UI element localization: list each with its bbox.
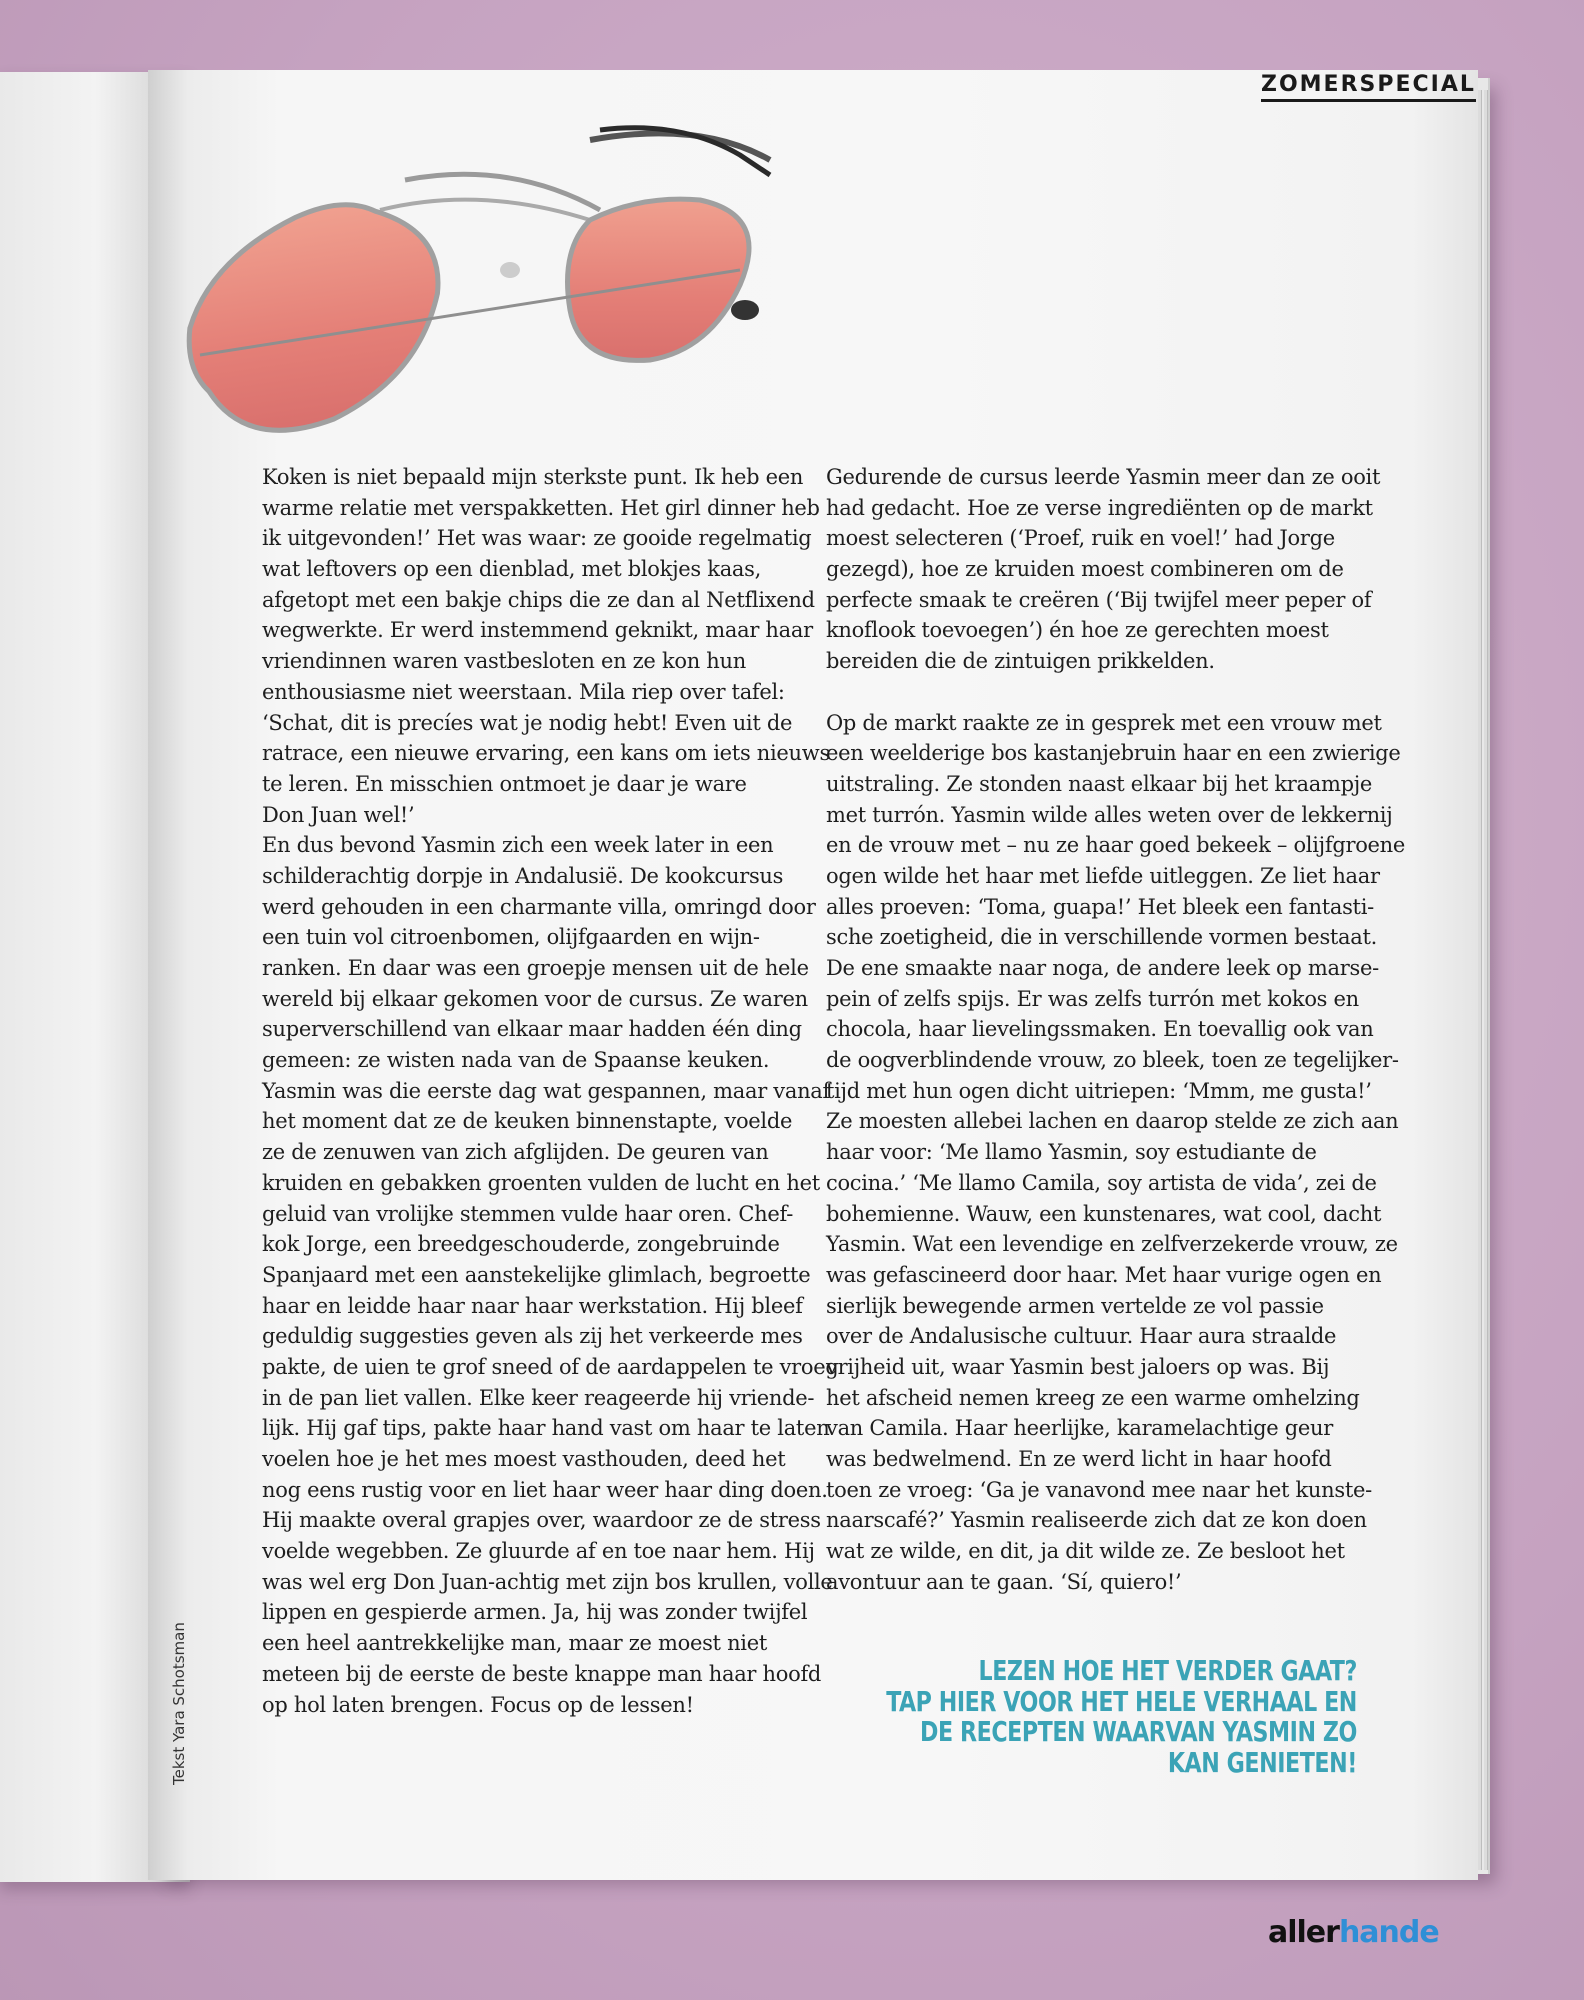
- text-line: voelde wegebben. Ze gluurde af en toe naar hem. Hij: [262, 1539, 815, 1564]
- author-credit: Tekst Yara Schotsman: [170, 1622, 188, 1785]
- text-line: ranken. En daar was een groepje mensen uit de hele: [262, 956, 809, 980]
- text-line: vriendinnen waren vastbesloten en ze kon hun: [262, 649, 746, 674]
- text-line: in de pan liet vallen. Elke keer reageerde hij vriende-: [262, 1385, 815, 1410]
- text-line: was gefascineerd door haar. Met haar vurige ogen en: [826, 1262, 1382, 1287]
- article-column-left: [262, 462, 839, 1720]
- cta-line: LEZEN HOE HET VERDER GAAT?: [978, 1654, 1357, 1687]
- text-line: De ene smaakte naar noga, de andere leek op marse-: [826, 956, 1379, 980]
- cta-line: KAN GENIETEN!: [1167, 1746, 1357, 1780]
- text-line: lippen en gespierde armen. Ja, hij was zonder twijfel: [262, 1600, 808, 1625]
- text-line: naarscafé?’ Yasmin realiseerde zich dat ze kon doen: [826, 1508, 1367, 1533]
- text-line: Hij maakte overal grapjes over, waardoor ze de stress: [262, 1508, 821, 1533]
- text-line: alles proeven: ‘Toma, guapa!’ Het bleek een fantasti-: [826, 894, 1374, 919]
- text-line: haar en leidde haar naar haar werkstation. Hij bleef: [262, 1293, 803, 1318]
- page-edge: [1484, 90, 1488, 1870]
- text-line: sche zoetigheid, die in verschillende vormen bestaat.: [826, 925, 1378, 950]
- text-line: kok Jorge, een breedgeschouderde, zongebruinde: [262, 1232, 780, 1257]
- text-line: voelen hoe je het mes moest vasthouden, deed het: [262, 1447, 786, 1471]
- text-line: meteen bij de eerste de beste knappe man haar hoofd: [262, 1661, 822, 1686]
- text-line: met turrón. Yasmin wilde alles weten over de lekkernij: [826, 802, 1393, 827]
- allerhande-logo[interactable]: [1268, 1915, 1439, 1950]
- text-line: bereiden die de zintuigen prikkelden.: [826, 649, 1215, 674]
- article-column-right: [826, 462, 1405, 1597]
- text-line: een heel aantrekkelijke man, maar ze moest niet: [262, 1631, 767, 1656]
- text-line: ogen wilde het haar met liefde uitleggen. Ze liet haar: [826, 863, 1380, 888]
- text-line: op hol laten brengen. Focus op de lessen!: [262, 1692, 694, 1717]
- text-line: Yasmin. Wat een levendige en zelfverzekerde vrouw, ze: [826, 1232, 1398, 1257]
- text-line: [826, 677, 1405, 708]
- cta-line: TAP HIER VOOR HET HELE VERHAAL EN: [886, 1684, 1357, 1718]
- page-edge: [1478, 90, 1482, 1870]
- text-line: te leren. En misschien ontmoet je daar je ware: [262, 771, 747, 796]
- text-line: Yasmin was die eerste dag wat gespannen, maar vanaf: [262, 1078, 831, 1103]
- text-line: had gedacht. Hoe ze verse ingrediënten op de markt: [826, 495, 1373, 520]
- text-line: wegwerkte. Er werd instemmend geknikt, maar haar: [262, 618, 813, 643]
- text-line: avontuur aan te gaan. ‘Sí, quiero!’: [826, 1569, 1182, 1594]
- text-line: moest selecteren (‘Proef, ruik en voel!’ had Jorge: [826, 526, 1335, 551]
- text-line: Gedurende de cursus leerde Yasmin meer dan ze ooit: [826, 465, 1381, 489]
- text-line: warme relatie met verspakketten. Het girl dinner heb: [262, 495, 820, 520]
- text-line: nog eens rustig voor en liet haar weer haar ding doen.: [262, 1477, 828, 1502]
- text-line: schilderachtig dorpje in Andalusië. De kookcursus: [262, 863, 784, 888]
- logo-text-hande: hande: [1338, 1915, 1439, 1950]
- text-line: was wel erg Don Juan-achtig met zijn bos krullen, volle: [262, 1569, 833, 1594]
- text-line: wereld bij elkaar gekomen voor de cursus. Ze waren: [262, 986, 808, 1011]
- text-line: kruiden en gebakken groenten vulden de lucht en het: [262, 1170, 820, 1195]
- text-line: knoflook toevoegen’) én hoe ze gerechten moest: [826, 618, 1329, 643]
- text-line: uitstraling. Ze stonden naast elkaar bij het kraampje: [826, 771, 1373, 796]
- text-line: ratrace, een nieuwe ervaring, een kans om iets nieuws: [262, 741, 830, 766]
- text-line: cocina.’ ‘Me llamo Camila, soy artista de vida’, zei de: [826, 1170, 1377, 1195]
- text-line: enthousiasme niet weerstaan. Mila riep over tafel:: [262, 679, 785, 704]
- text-line: het afscheid nemen kreeg ze een warme omhelzing: [826, 1385, 1360, 1410]
- text-line: was bedwelmend. En ze werd licht in haar hoofd: [826, 1447, 1332, 1471]
- text-line: Koken is niet bepaald mijn sterkste punt. Ik heb een: [262, 465, 804, 489]
- text-line: toen ze vroeg: ‘Ga je vanavond mee naar het kunste-: [826, 1477, 1372, 1502]
- text-line: de oogverblindende vrouw, zo bleek, toen ze tegelijker-: [826, 1048, 1399, 1073]
- text-line: En dus bevond Yasmin zich een week later in een: [262, 833, 774, 858]
- text-line: ik uitgevonden!’ Het was waar: ze gooide regelmatig: [262, 526, 812, 551]
- text-line: over de Andalusische cultuur. Haar aura straalde: [826, 1324, 1337, 1349]
- text-line: Don Juan wel!’: [262, 802, 415, 827]
- text-line: Ze moesten allebei lachen en daarop stelde ze zich aan: [826, 1109, 1399, 1134]
- text-line: geluid van vrolijke stemmen vulde haar oren. Chef-: [262, 1201, 794, 1226]
- text-line: wat ze wilde, en dit, ja dit wilde ze. Ze besloot het: [826, 1539, 1345, 1564]
- text-line: superverschillend van elkaar maar hadden één ding: [262, 1017, 802, 1042]
- text-line: geduldig suggesties geven als zij het verkeerde mes: [262, 1324, 803, 1349]
- text-line: ‘Schat, dit is precíes wat je nodig hebt! Even uit de: [262, 710, 793, 735]
- sunglasses-icon: [180, 100, 780, 450]
- text-line: ze de zenuwen van zich afglijden. De geuren van: [262, 1140, 769, 1165]
- read-more-link[interactable]: [886, 1652, 1357, 1780]
- text-line: sierlijk bewegende armen vertelde ze vol passie: [826, 1293, 1324, 1318]
- text-line: perfecte smaak te creëren (‘Bij twijfel meer peper of: [826, 587, 1372, 612]
- text-line: een tuin vol citroenbomen, olijfgaarden en wijn-: [262, 925, 760, 950]
- text-line: gezegd), hoe ze kruiden moest combineren om de: [826, 557, 1344, 582]
- text-line: van Camila. Haar heerlijke, karamelachtige geur: [826, 1416, 1334, 1441]
- section-header: ZOMERSPECIAL: [1261, 72, 1476, 102]
- text-line: tijd met hun ogen dicht uitriepen: ‘Mmm, me gusta!’: [826, 1078, 1372, 1103]
- text-line: pakte, de uien te grof sneed of de aardappelen te vroeg: [262, 1354, 839, 1379]
- text-line: werd gehouden in een charmante villa, omringd door: [262, 894, 816, 919]
- text-line: Spanjaard met een aanstekelijke glimlach, begroette: [262, 1262, 811, 1287]
- text-line: en de vrouw met – nu ze haar goed bekeek – olijfgroene: [826, 833, 1406, 858]
- cta-line: DE RECEPTEN WAARVAN YASMIN ZO: [920, 1715, 1357, 1749]
- text-line: afgetopt met een bakje chips die ze dan al Netflixend: [262, 587, 815, 612]
- logo-text-aller: aller: [1268, 1915, 1339, 1950]
- text-line: chocola, haar lievelingssmaken. En toevallig ook van: [826, 1017, 1374, 1042]
- text-line: Op de markt raakte ze in gesprek met een vrouw met: [826, 710, 1382, 735]
- text-line: een weelderige bos kastanjebruin haar en een zwierige: [826, 741, 1401, 766]
- text-line: het moment dat ze de keuken binnenstapte, voelde: [262, 1109, 793, 1134]
- text-line: wat leftovers op een dienblad, met blokjes kaas,: [262, 557, 761, 582]
- text-line: lijk. Hij gaf tips, pakte haar hand vast om haar te laten: [262, 1416, 830, 1441]
- text-line: haar voor: ‘Me llamo Yasmin, soy estudiante de: [826, 1140, 1317, 1165]
- text-line: bohemienne. Wauw, een kunstenares, wat cool, dacht: [826, 1201, 1382, 1226]
- text-line: vrijheid uit, waar Yasmin best jaloers op was. Bij: [826, 1354, 1330, 1379]
- text-line: pein of zelfs spijs. Er was zelfs turrón met kokos en: [826, 986, 1359, 1011]
- text-line: gemeen: ze wisten nada van de Spaanse keuken.: [262, 1048, 770, 1073]
